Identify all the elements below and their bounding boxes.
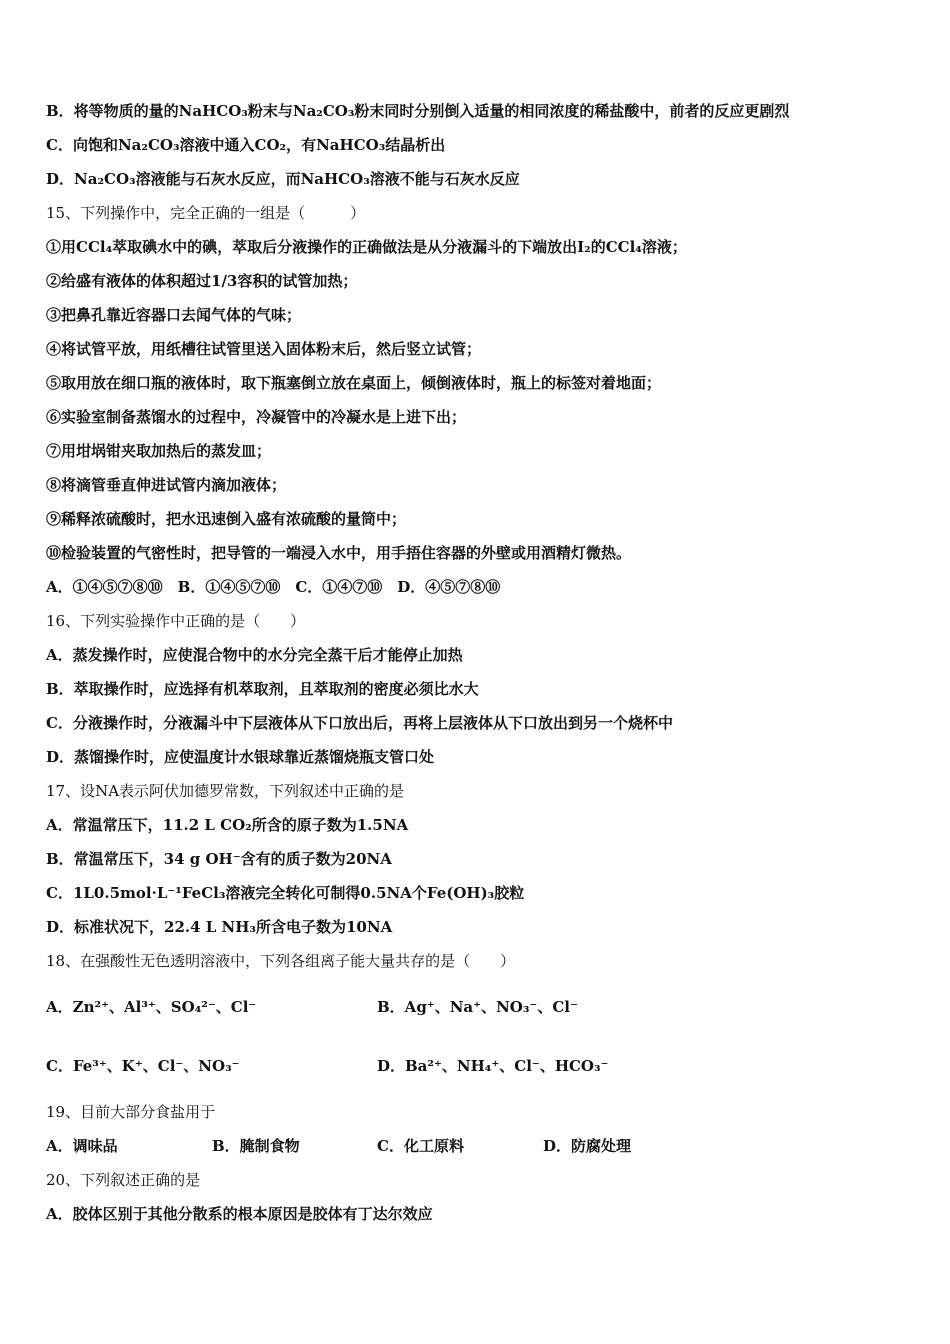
q15-item-4: ④将试管平放，用纸槽往试管里送入固体粉末后，然后竖立试管； xyxy=(46,340,482,358)
q15-item-9: ⑨稀释浓硫酸时，把水迅速倒入盛有浓硫酸的量筒中； xyxy=(46,510,407,528)
q16-option-b: B．萃取操作时，应选择有机萃取剂，且萃取剂的密度必须比水大 xyxy=(46,680,479,698)
q16-option-d: D．蒸馏操作时，应使温度计水银球靠近蒸馏烧瓶支管口处 xyxy=(46,748,435,766)
q18-option-b: B．Ag⁺、Na⁺、NO₃⁻、Cl⁻ xyxy=(377,998,578,1016)
q17-option-c: C．1L0.5mol·L⁻¹FeCl₃溶液完全转化可制得0.5NA个Fe(OH)₃胶粒 xyxy=(46,884,525,902)
q15-stem: 15、下列操作中，完全正确的一组是（ ） xyxy=(46,204,366,222)
q15-item-5: ⑤取用放在细口瓶的液体时，取下瓶塞倒立放在桌面上，倾倒液体时，瓶上的标签对着地面； xyxy=(46,374,662,392)
q15-options: A．①④⑤⑦⑧⑩ B．①④⑤⑦⑩ C．①④⑦⑩ D．④⑤⑦⑧⑩ xyxy=(46,578,501,596)
q14-option-b: B．将等物质的量的NaHCO₃粉末与Na₂CO₃粉末同时分别倒入适量的相同浓度的稀盐酸中，前者的反应更剧烈 xyxy=(46,102,790,120)
q19-option-c: C．化工原料 xyxy=(377,1137,464,1155)
q18-option-a: A．Zn²⁺、Al³⁺、SO₄²⁻、Cl⁻ xyxy=(46,998,257,1016)
q17-option-a: A．常温常压下，11.2 L CO₂所含的原子数为1.5NA xyxy=(46,816,409,834)
q15-item-8: ⑧将滴管垂直伸进试管内滴加液体； xyxy=(46,476,287,494)
q14-option-d: D．Na₂CO₃溶液能与石灰水反应，而NaHCO₃溶液不能与石灰水反应 xyxy=(46,170,520,188)
q16-option-c: C．分液操作时，分液漏斗中下层液体从下口放出后，再将上层液体从下口放出到另一个烧杯中 xyxy=(46,714,673,732)
q17-option-d: D．标准状况下，22.4 L NH₃所含电子数为10NA xyxy=(46,918,393,936)
q15-item-7: ⑦用坩埚钳夹取加热后的蒸发皿； xyxy=(46,442,272,460)
q15-item-10: ⑩检验装置的气密性时，把导管的一端浸入水中，用手捂住容器的外壁或用酒精灯微热。 xyxy=(46,544,632,562)
q19-option-b: B．腌制食物 xyxy=(212,1137,300,1155)
q18-stem: 18、在强酸性无色透明溶液中，下列各组离子能大量共存的是（ ） xyxy=(46,952,516,970)
q15-item-6: ⑥实验室制备蒸馏水的过程中，冷凝管中的冷凝水是上进下出； xyxy=(46,408,467,426)
q18-option-d: D．Ba²⁺、NH₄⁺、Cl⁻、HCO₃⁻ xyxy=(377,1057,609,1075)
q16-stem: 16、下列实验操作中正确的是（ ） xyxy=(46,612,306,630)
q14-option-c: C．向饱和Na₂CO₃溶液中通入CO₂，有NaHCO₃结晶析出 xyxy=(46,136,446,154)
q19-option-a: A．调味品 xyxy=(46,1137,118,1155)
q15-item-3: ③把鼻孔靠近容器口去闻气体的气味； xyxy=(46,306,302,324)
q17-option-b: B．常温常压下，34 g OH⁻含有的质子数为20NA xyxy=(46,850,392,868)
q18-option-c: C．Fe³⁺、K⁺、Cl⁻、NO₃⁻ xyxy=(46,1057,240,1075)
q16-option-a: A．蒸发操作时，应使混合物中的水分完全蒸干后才能停止加热 xyxy=(46,646,463,664)
q15-item-1: ①用CCl₄萃取碘水中的碘，萃取后分液操作的正确做法是从分液漏斗的下端放出I₂的CCl₄溶液； xyxy=(46,238,687,256)
q20-option-a: A．胶体区别于其他分散系的根本原因是胶体有丁达尔效应 xyxy=(46,1205,433,1223)
q20-stem: 20、下列叙述正确的是 xyxy=(46,1171,201,1189)
q19-option-d: D．防腐处理 xyxy=(543,1137,632,1155)
q15-item-2: ②给盛有液体的体积超过1/3容积的试管加热； xyxy=(46,272,358,290)
q19-stem: 19、目前大部分食盐用于 xyxy=(46,1103,216,1121)
q17-stem: 17、设NA表示阿伏加德罗常数，下列叙述中正确的是 xyxy=(46,782,405,800)
